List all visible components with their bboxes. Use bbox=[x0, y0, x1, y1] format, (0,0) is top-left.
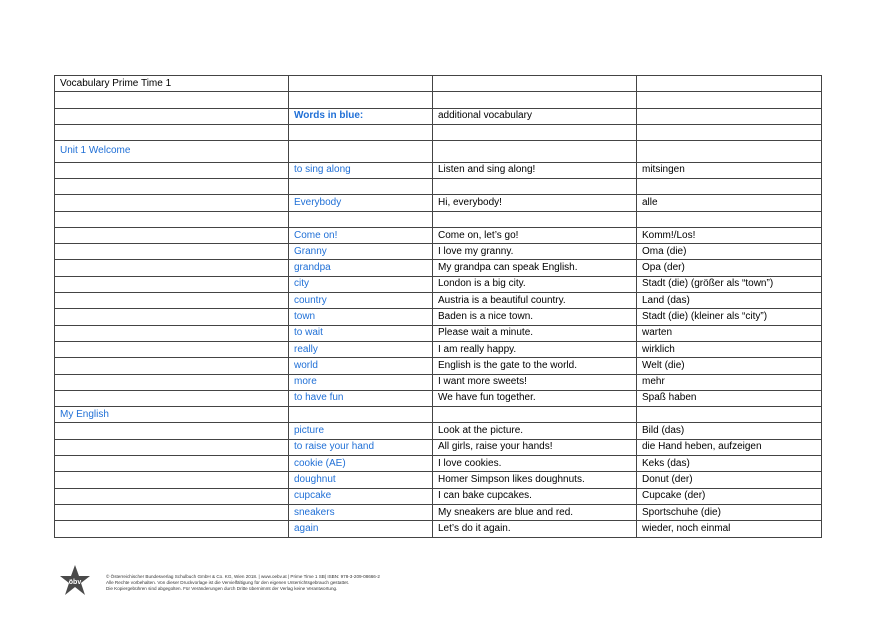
table-row bbox=[55, 488, 822, 504]
table-row bbox=[55, 293, 822, 309]
table-row bbox=[55, 341, 822, 357]
legend-row bbox=[55, 108, 822, 124]
example-sentence: Listen and sing along! bbox=[433, 162, 637, 178]
german-translation: wieder, noch einmal bbox=[637, 521, 822, 537]
example-sentence: London is a big city. bbox=[433, 276, 637, 292]
title-row bbox=[55, 76, 822, 92]
german-translation: Keks (das) bbox=[637, 456, 822, 472]
legend-label: Words in blue: bbox=[289, 108, 433, 124]
unit-row bbox=[55, 141, 822, 163]
table-row bbox=[55, 309, 822, 325]
german-translation: warten bbox=[637, 325, 822, 341]
example-sentence: We have fun together. bbox=[433, 390, 637, 406]
vocab-word: Granny bbox=[289, 244, 433, 260]
german-translation: Cupcake (der) bbox=[637, 488, 822, 504]
table-row bbox=[55, 325, 822, 341]
example-sentence: Come on, let’s go! bbox=[433, 227, 637, 243]
vocab-word: Come on! bbox=[289, 227, 433, 243]
vocab-word: town bbox=[289, 309, 433, 325]
example-sentence: I love my granny. bbox=[433, 244, 637, 260]
german-translation: wirklich bbox=[637, 341, 822, 357]
german-translation: mitsingen bbox=[637, 162, 822, 178]
german-translation: Opa (der) bbox=[637, 260, 822, 276]
vocab-word: to sing along bbox=[289, 162, 433, 178]
table-row bbox=[55, 276, 822, 292]
empty-row bbox=[55, 178, 822, 194]
empty-row bbox=[55, 92, 822, 108]
table-row bbox=[55, 244, 822, 260]
german-translation: mehr bbox=[637, 374, 822, 390]
vocab-word: grandpa bbox=[289, 260, 433, 276]
copyright-line-2: Alle Rechte vorbehalten. Von dieser Druckvorlage ist die Vervielfältigung für den eigenen Unterrichtsgebrauch gestattet. bbox=[106, 579, 350, 585]
example-sentence: Please wait a minute. bbox=[433, 325, 637, 341]
german-translation: Oma (die) bbox=[637, 244, 822, 260]
table-row bbox=[55, 456, 822, 472]
example-sentence: English is the gate to the world. bbox=[433, 358, 637, 374]
section-row bbox=[55, 407, 822, 423]
example-sentence: My sneakers are blue and red. bbox=[433, 504, 637, 520]
vocab-word: really bbox=[289, 341, 433, 357]
vocab-word: picture bbox=[289, 423, 433, 439]
german-translation: die Hand heben, aufzeigen bbox=[637, 439, 822, 455]
section-heading: My English bbox=[55, 407, 289, 423]
table-row bbox=[55, 504, 822, 520]
table-row bbox=[55, 195, 822, 211]
german-translation: Stadt (die) (kleiner als “city”) bbox=[637, 309, 822, 325]
example-sentence: Austria is a beautiful country. bbox=[433, 293, 637, 309]
vocab-word: world bbox=[289, 358, 433, 374]
example-sentence: Homer Simpson likes doughnuts. bbox=[433, 472, 637, 488]
example-sentence: I am really happy. bbox=[433, 341, 637, 357]
vocab-word: country bbox=[289, 293, 433, 309]
german-translation: Donut (der) bbox=[637, 472, 822, 488]
table-row bbox=[55, 227, 822, 243]
vocab-word: cookie (AE) bbox=[289, 456, 433, 472]
legend-note: additional vocabulary bbox=[433, 108, 637, 124]
vocab-word: cupcake bbox=[289, 488, 433, 504]
unit-heading: Unit 1 Welcome bbox=[55, 141, 289, 163]
copyright-line-3: Die Kopiergebühren sind abgegolten. Für Veränderungen durch Dritte übernimmt der Verlag keine Verantwortung. bbox=[106, 585, 338, 591]
example-sentence: I love cookies. bbox=[433, 456, 637, 472]
vocab-word: sneakers bbox=[289, 504, 433, 520]
vocabulary-table bbox=[54, 75, 822, 538]
oebv-logo-icon bbox=[60, 565, 90, 595]
vocab-word: again bbox=[289, 521, 433, 537]
german-translation: Komm!/Los! bbox=[637, 227, 822, 243]
vocab-word: to have fun bbox=[289, 390, 433, 406]
example-sentence: Look at the picture. bbox=[433, 423, 637, 439]
example-sentence: My grandpa can speak English. bbox=[433, 260, 637, 276]
german-translation: Land (das) bbox=[637, 293, 822, 309]
vocab-word: to raise your hand bbox=[289, 439, 433, 455]
empty-row bbox=[55, 124, 822, 140]
example-sentence: Baden is a nice town. bbox=[433, 309, 637, 325]
german-translation: Spaß haben bbox=[637, 390, 822, 406]
logo-text: öbv bbox=[68, 579, 82, 586]
vocab-word: doughnut bbox=[289, 472, 433, 488]
vocab-word: more bbox=[289, 374, 433, 390]
table-row bbox=[55, 374, 822, 390]
german-translation: Stadt (die) (größer als “town”) bbox=[637, 276, 822, 292]
vocab-word: Everybody bbox=[289, 195, 433, 211]
copyright-notice bbox=[106, 574, 380, 591]
table-row bbox=[55, 162, 822, 178]
german-translation: Welt (die) bbox=[637, 358, 822, 374]
table-row bbox=[55, 423, 822, 439]
german-translation: alle bbox=[637, 195, 822, 211]
german-translation: Bild (das) bbox=[637, 423, 822, 439]
table-row bbox=[55, 472, 822, 488]
table-row bbox=[55, 390, 822, 406]
table-title: Vocabulary Prime Time 1 bbox=[55, 76, 289, 92]
table-row bbox=[55, 358, 822, 374]
empty-row bbox=[55, 211, 822, 227]
vocab-word: city bbox=[289, 276, 433, 292]
table-row bbox=[55, 439, 822, 455]
vocab-word: to wait bbox=[289, 325, 433, 341]
example-sentence: Let’s do it again. bbox=[433, 521, 637, 537]
example-sentence: I want more sweets! bbox=[433, 374, 637, 390]
table-row bbox=[55, 521, 822, 537]
example-sentence: All girls, raise your hands! bbox=[433, 439, 637, 455]
german-translation: Sportschuhe (die) bbox=[637, 504, 822, 520]
table-row bbox=[55, 260, 822, 276]
example-sentence: I can bake cupcakes. bbox=[433, 488, 637, 504]
copyright-line-1: © Österreichischer Bundesverlag Schulbuch GmbH & Co. KG, Wien 2018. | www.oebv.at | Prime Time 1 SB| ISBN: 978-3-209-08666-2 bbox=[106, 574, 380, 579]
example-sentence: Hi, everybody! bbox=[433, 195, 637, 211]
